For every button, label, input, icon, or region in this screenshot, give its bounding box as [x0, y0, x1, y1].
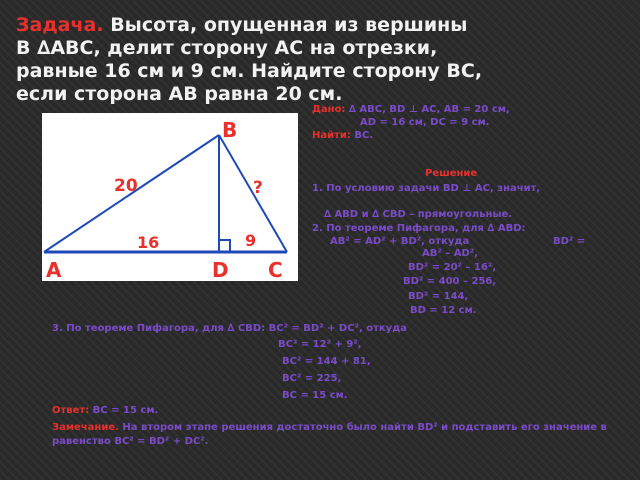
vertex-a-label: A	[46, 258, 62, 281]
note-block	[52, 421, 612, 449]
given-label: Дано:	[312, 104, 346, 115]
note-label: Замечание.	[52, 422, 119, 433]
title-line-4: если сторона АВ равна 20 см.	[16, 83, 343, 105]
step2-line-2a: АВ² = АD² + ВD², откуда	[330, 236, 470, 247]
find-line	[312, 129, 632, 142]
find-value: ВС.	[350, 130, 374, 141]
step3-line-5: ВС = 15 см.	[282, 390, 348, 401]
answer-line	[52, 405, 158, 416]
answer-label: Ответ:	[52, 405, 90, 416]
vertex-c-label: C	[268, 258, 283, 281]
step2-line-1: 2. По теореме Пифагора, для ∆ АВD:	[312, 223, 526, 234]
right-angle-mark	[219, 240, 230, 252]
step3-line-3: ВС² = 144 + 81,	[282, 356, 371, 367]
vertex-b-label: B	[222, 118, 238, 142]
step2-line-5: ВD² = 400 – 256,	[403, 276, 497, 287]
title-line-3: равные 16 см и 9 см. Найдите сторону ВС,	[16, 60, 483, 82]
triangle-diagram	[42, 113, 298, 281]
step3-line-1: 3. По теореме Пифагора, для ∆ СВD: ВС² = ВD² + DС², откуда	[52, 323, 408, 334]
vertex-d-label: D	[212, 258, 229, 281]
given-line-2: АD = 16 см, DС = 9 см.	[360, 117, 490, 128]
segment-dc-length: 9	[245, 231, 257, 250]
title-line-1-text: Высота, опущенная из вершины	[103, 14, 468, 36]
step2-line-3: АВ² – АD²,	[422, 248, 478, 259]
side-ab-length: 20	[114, 176, 138, 196]
task-label: Задача.	[16, 14, 104, 36]
step2-line-4: ВD² = 20² – 16²,	[408, 262, 496, 273]
title-line-1	[16, 14, 626, 37]
step2-line-7: ВD = 12 см.	[410, 305, 477, 316]
side-bc-unknown: ?	[253, 178, 263, 198]
step3-line-4: ВС² = 225,	[282, 373, 342, 384]
given-line-1	[312, 103, 632, 116]
step3-line-2: ВС² = 12² + 9²,	[278, 339, 362, 350]
step2-line-2b: ВD² =	[553, 236, 586, 247]
given-text-1: ∆ АВС, ВD ⊥ АС, АВ = 20 см,	[345, 104, 510, 115]
step1-line-1: 1. По условию задачи ВD ⊥ АС, значит,	[312, 183, 541, 194]
task-title	[16, 14, 626, 106]
step1-line-2: ∆ АВD и ∆ СВD – прямоугольные.	[324, 209, 513, 220]
find-label: Найти:	[312, 130, 351, 141]
triangle-svg	[42, 113, 298, 281]
step2-line-6: ВD² = 144,	[408, 291, 469, 302]
title-line-2: В ∆АВС, делит сторону АС на отрезки,	[16, 37, 438, 59]
given-block	[312, 103, 632, 142]
segment-ad-length: 16	[137, 233, 160, 252]
answer-value: ВС = 15 см.	[89, 405, 159, 416]
note-text: На втором этапе решения достаточно было найти ВD² и подставить его значение в равенство ВС² = ВD² + DС².	[52, 422, 607, 447]
solution-heading: Решение	[425, 168, 478, 179]
